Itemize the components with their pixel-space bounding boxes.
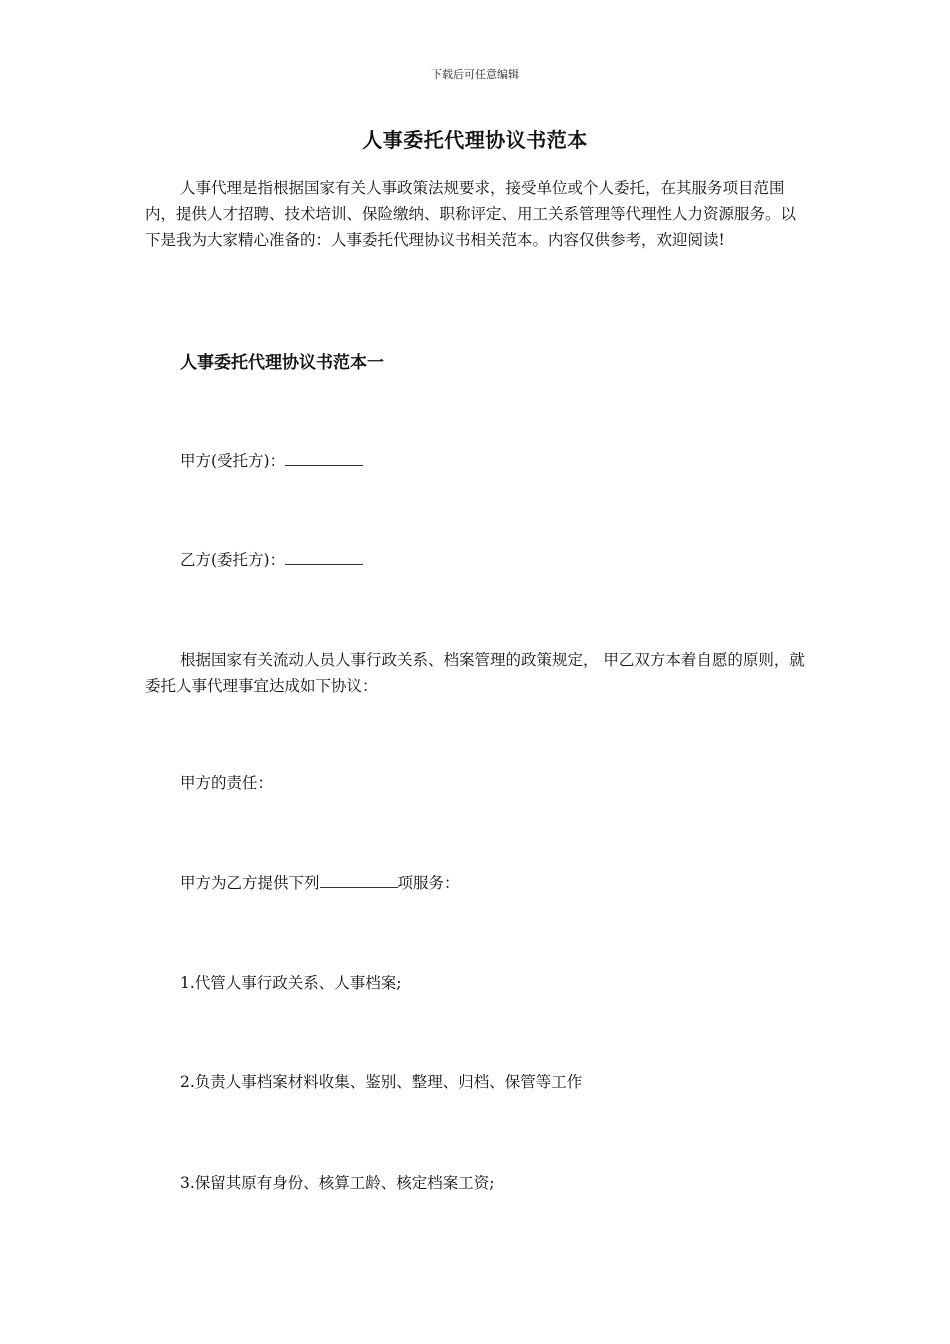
party-a-duty-heading: 甲方的责任： bbox=[180, 774, 274, 792]
list-item-3: 3.保留其原有身份、核算工龄、核定档案工资; bbox=[180, 1174, 495, 1192]
services-prefix: 甲方为乙方提供下列 bbox=[180, 874, 320, 892]
party-b-label: 乙方(委托方)： bbox=[180, 551, 286, 569]
party-b-blank bbox=[285, 550, 363, 565]
services-line bbox=[180, 870, 460, 896]
party-a-line bbox=[180, 448, 363, 474]
header-note: 下载后可任意编辑 bbox=[431, 68, 519, 81]
list-item-1: 1.代管人事行政关系、人事档案; bbox=[180, 974, 402, 992]
party-a-label: 甲方(受托方)： bbox=[180, 452, 286, 470]
services-count-blank bbox=[320, 873, 398, 888]
party-b-line bbox=[180, 547, 363, 573]
party-a-blank bbox=[285, 451, 363, 466]
section-title: 人事委托代理协议书范本一 bbox=[180, 353, 384, 373]
intro-paragraph: 人事代理是指根据国家有关人事政策法规要求，接受单位或个人委托，在其服务项目范围内，提供人才招聘、技术培训、保险缴纳、职称评定、用工关系管理等代理性人力资源服务。以下是我为大家精心准备的：人事委托代理协议书相关范本。内容仅供参考，欢迎阅读! bbox=[145, 179, 797, 249]
list-item-2: 2.负责人事档案材料收集、鉴别、整理、归档、保管等工作 bbox=[180, 1073, 583, 1091]
basis-paragraph: 根据国家有关流动人员人事行政关系、档案管理的政策规定， 甲乙双方本着自愿的原则，就委托人事代理事宜达成如下协议： bbox=[145, 651, 805, 695]
services-suffix: 项服务： bbox=[397, 874, 460, 892]
document-title: 人事委托代理协议书范本 bbox=[362, 128, 588, 152]
